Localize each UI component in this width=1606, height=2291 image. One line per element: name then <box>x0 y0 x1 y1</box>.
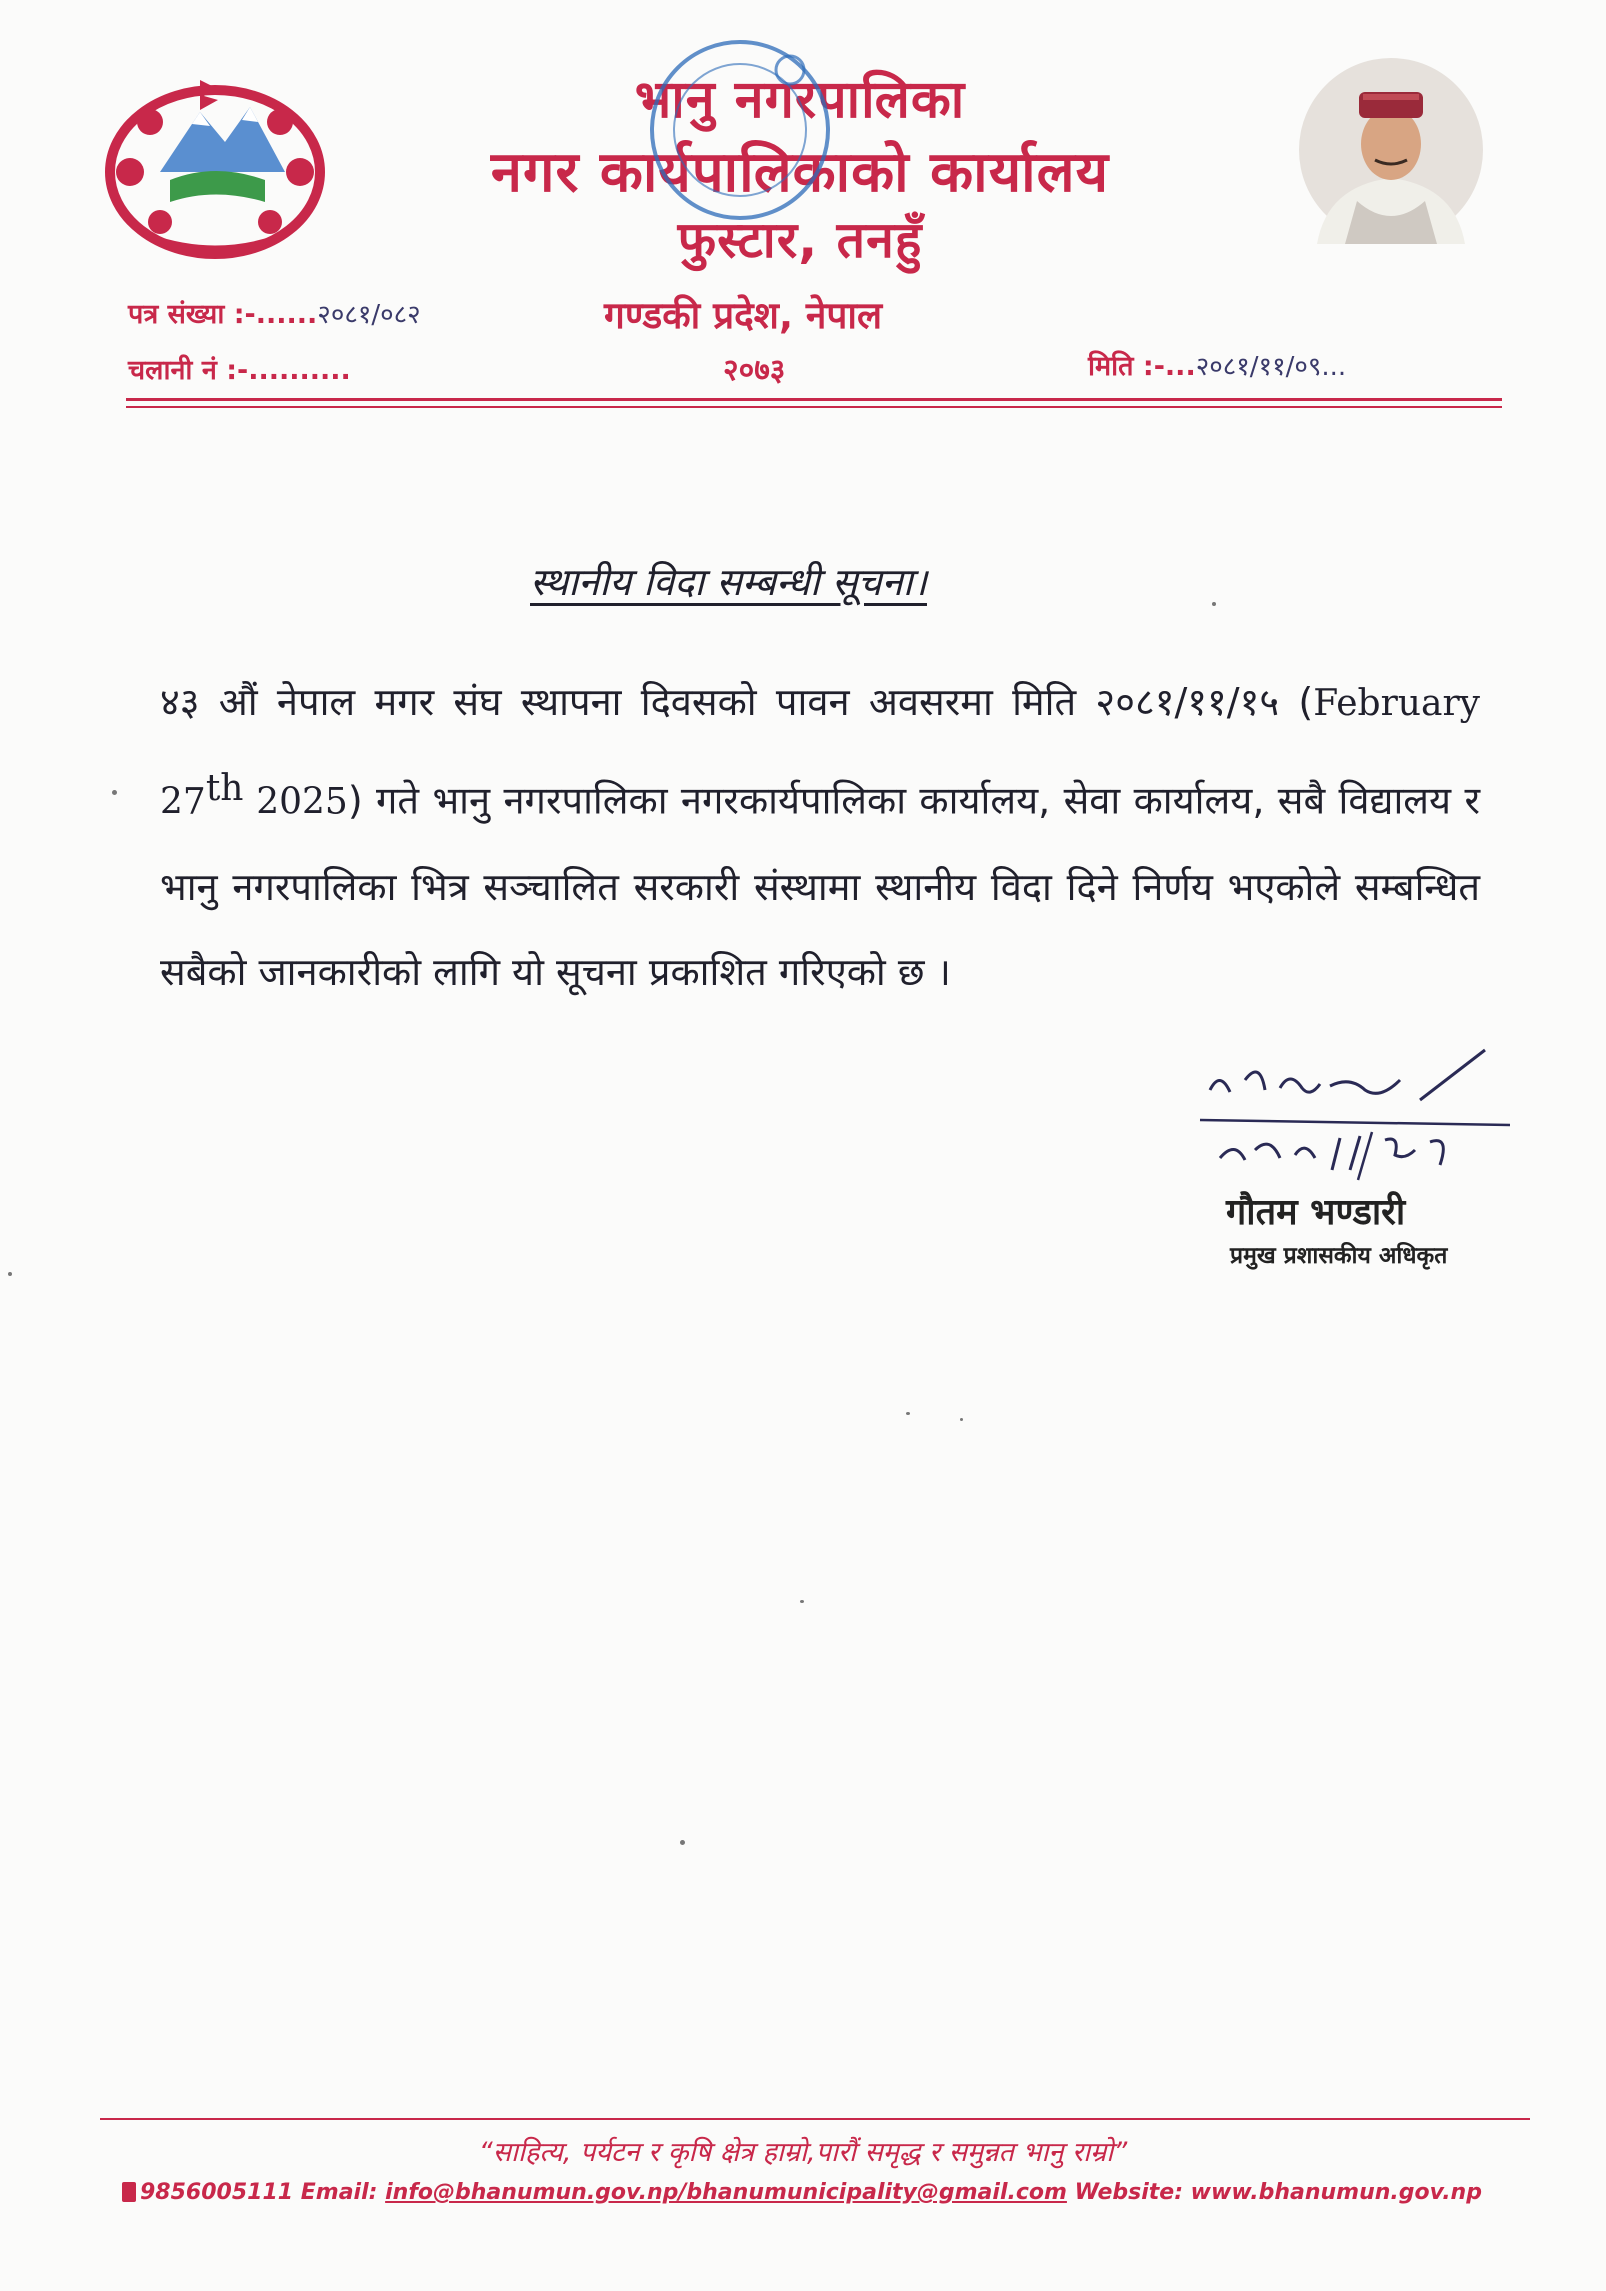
scan-speck <box>680 1840 685 1845</box>
notice-title: स्थानीय विदा सम्बन्धी सूचना। <box>530 560 927 604</box>
nepal-emblem-icon <box>100 62 330 262</box>
footer-phone: 9856005111 <box>140 2180 294 2205</box>
miti-value: २०८१/११/०९... <box>1195 352 1347 382</box>
notice-date-en: February 27 <box>160 683 1480 823</box>
notice-text-part2: ) गते भानु नगरपालिका नगरकार्यपालिका कार्यालय, सेवा कार्यालय, सबै विद्यालय र भानु नगरपालिका भित्र सञ्चालित सरकारी संस्थामा स्थानीय विदा दिने निर्णय भएकोले सम्बन्धित सबैको जानकारीको लागि यो सूचना प्रकाशित गरिएको छ । <box>160 778 1481 994</box>
org-address: फुस्टार, तनहुँ <box>677 211 923 269</box>
notice-date-sup: th <box>205 768 244 809</box>
footer-website-link[interactable]: www.bhanumun.gov.np <box>1190 2180 1482 2205</box>
miti-label: मिति :-... <box>1088 351 1196 382</box>
scan-speck <box>906 1412 910 1415</box>
footer-slogan: “साहित्य, पर्यटन र कृषि क्षेत्र हाम्रो,पारौं समृद्ध र समुन्नत भानु राम्रो” <box>478 2137 1128 2168</box>
office-stamp-icon <box>640 30 840 230</box>
scan-speck <box>112 790 117 795</box>
signer-title: प्रमुख प्रशासकीय अधिकृत <box>1230 1243 1448 1269</box>
patra-value: २०८१/०८२ <box>317 300 421 330</box>
miti-date <box>1088 346 1346 383</box>
chalani-number: चलानी नं :-.......... <box>128 355 351 386</box>
province-name: गण्डकी प्रदेश, नेपाल <box>604 294 883 337</box>
notice-year-en: 2025 <box>243 781 348 823</box>
org-name-line2: नगर कार्यपालिकाको कार्यालय <box>490 140 1110 205</box>
established-year: २०७३ <box>723 353 786 388</box>
footer-email-label: Email: <box>300 2180 378 2205</box>
scan-speck <box>800 1600 804 1603</box>
scan-speck <box>1212 602 1216 606</box>
poet-portrait-icon <box>1297 56 1485 244</box>
signer-name: गौतम भण्डारी <box>1226 1192 1406 1233</box>
footer-rule <box>100 2118 1530 2120</box>
org-name-line1: भानु नगरपालिका <box>634 70 966 130</box>
scan-speck <box>960 1418 963 1421</box>
scan-speck <box>8 1272 12 1276</box>
notice-text-part1: ४३ औं नेपाल मगर संघ स्थापना दिवसको पावन अवसरमा मिति २०८१/११/१५ ( <box>160 680 1314 724</box>
footer-contact <box>122 2180 1482 2205</box>
notice-body <box>160 660 1480 1015</box>
patra-label: पत्र संख्या :-...... <box>128 299 318 330</box>
header-rule <box>126 398 1502 401</box>
footer-email-link[interactable]: info@bhanumun.gov.np/bhanumunicipality@gmail.com <box>385 2180 1067 2205</box>
patra-sankhya <box>128 294 421 331</box>
header-rule-thin <box>126 406 1502 408</box>
footer-website-label: Website: <box>1074 2180 1183 2205</box>
phone-icon <box>122 2182 136 2202</box>
